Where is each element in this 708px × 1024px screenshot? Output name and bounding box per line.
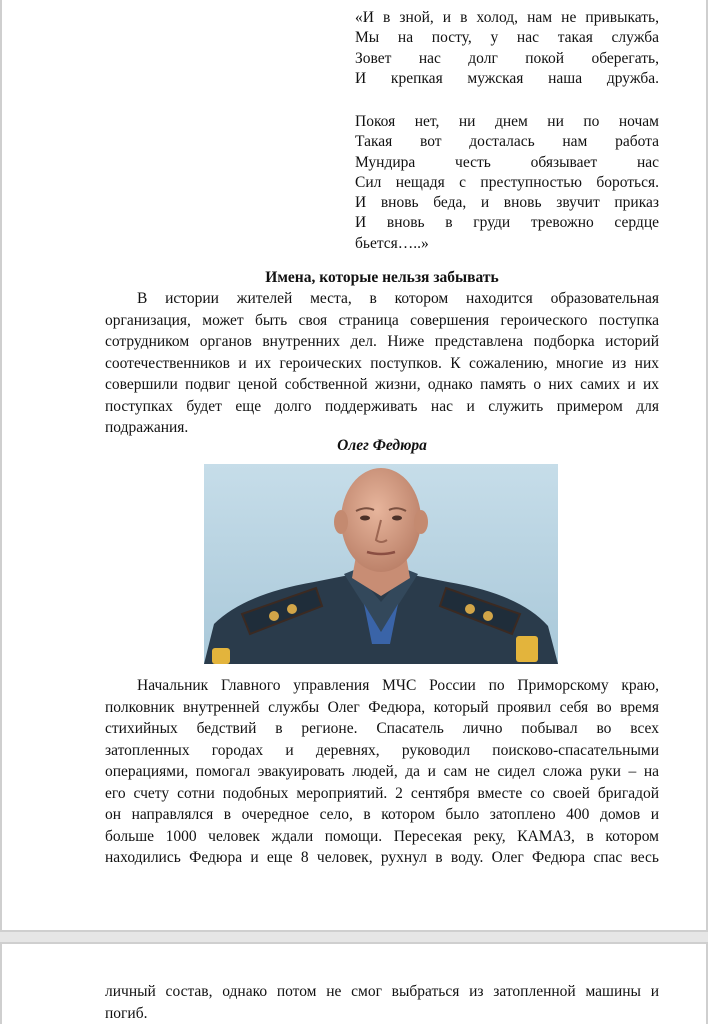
- poem-line: Сил нещадя с преступностью бороться.: [355, 173, 659, 191]
- paragraph-line: его счету сотни подобных мероприятий. 2 сентября вместе со своей бригадой: [105, 784, 659, 802]
- paragraph-line: сотрудником органов внутренних дел. Ниже представлена подборка историй: [105, 333, 659, 350]
- paragraph-line: Начальник Главного управления МЧС России по Приморскому краю,: [137, 677, 659, 694]
- paragraph-line: В истории жителей места, в котором находится образовательная: [137, 290, 659, 307]
- paragraph-line: затопленных городах и деревнях, руководил поисково-спасательными: [105, 741, 659, 759]
- paragraph-line: полковник внутренней службы Олег Федюра, который проявил себя во время: [105, 698, 659, 716]
- paragraph-line: больше 1000 человек ждали помощи. Пересекая реку, КАМАЗ, в котором: [105, 827, 659, 845]
- poem-line: Зовет нас долг покой оберегать,: [355, 49, 659, 67]
- paragraph-line: совершили подвиг ценой собственной жизни, однако память о них самих и их: [105, 376, 659, 393]
- paragraph-line: подражания.: [105, 419, 189, 436]
- bio-paragraph-continued: [105, 981, 659, 1024]
- person-name-heading: Олег Федюра: [337, 437, 427, 454]
- poem-line: И вновь в груди тревожно сердце: [355, 214, 659, 232]
- paragraph-line: стихийных бедствий в регионе. Спасатель лично побывал во всех: [105, 720, 659, 737]
- poem-line: Мундира честь обязывает нас: [355, 153, 659, 171]
- document-page-2: [0, 942, 708, 1024]
- poem-line: Такая вот досталась нам работа: [355, 133, 659, 151]
- paragraph-line: поступках будет еще долго поддерживать нас и служить примером для: [105, 397, 659, 415]
- portrait-photo: [204, 464, 558, 664]
- paragraph-line: погиб.: [105, 1004, 148, 1022]
- poem-line: И крепкая мужская наша дружба.: [355, 69, 659, 87]
- paragraph-line: организация, может быть своя страница совершения героического поступка: [105, 311, 659, 329]
- paragraph-line: операциями, помогал эвакуировать людей, да и сам не сидел сложа руки – на: [105, 763, 659, 780]
- poem-line: бьется…..»: [355, 234, 429, 252]
- paragraph-line: соотечественников и их героических поступков. К сожалению, многие из них: [105, 354, 659, 372]
- paragraph-line: находились Федюра и еще 8 человек, рухнул в воду. Олег Федюра спас весь: [105, 849, 659, 866]
- intro-paragraph: [105, 288, 659, 439]
- poem-stanza-2: [355, 112, 659, 254]
- poem-stanza-1: [355, 8, 659, 89]
- poem-line: Покоя нет, ни днем ни по ночам: [355, 113, 659, 130]
- page-separator: [0, 932, 708, 942]
- paragraph-line: личный состав, однако потом не смог выбраться из затопленной машины и: [105, 983, 659, 1000]
- poem-line: Мы на посту, у нас такая служба: [355, 29, 659, 47]
- section-heading: Имена, которые нельзя забывать: [265, 269, 499, 286]
- paragraph-line: он направлялся в очередное село, в котором было затоплено 400 домов и: [105, 806, 659, 823]
- bio-paragraph: [105, 675, 659, 869]
- poem-line: «И в зной, и в холод, нам не привыкать,: [355, 9, 659, 26]
- poem-line: И вновь беда, и вновь звучит приказ: [355, 194, 659, 212]
